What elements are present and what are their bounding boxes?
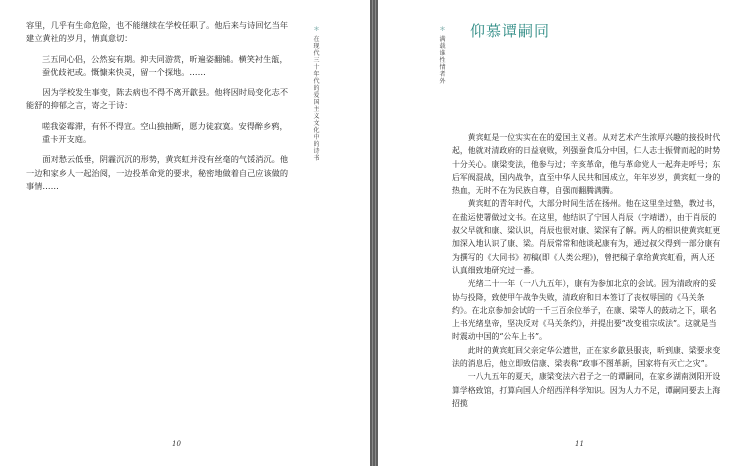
- right-paragraph-5: 一八九五年的夏天，康梁变法六君子之一的谭嗣同，在家乡湖南浏阳开设算学格致馆，打算向国人介绍西洋科学知识。因为人力不足，谭嗣同要去上海招揽: [452, 372, 721, 408]
- running-title-marker-icon: ＊: [312, 26, 319, 33]
- poem-quote-1: 三五同心侣，公然妄有期。抑夫同游赏，昕遍姿翻铺。横笑衬生瓿，蚕优歧祀或。慨慷来快灵，留一个探地。……: [42, 53, 288, 77]
- left-paragraph-1: 容里，几乎有生命危险，也不能继续在学校任职了。他后来与诗回忆当年建立黄社的岁月，情真意切：: [26, 20, 289, 44]
- left-paragraph-3: 面对愁云低垂，阴霾沉沉的形势，黄宾虹并没有丝毫的气馁消沉。他一边和家乡人一起治阅，一边投革命党的要求，秘密地做着自己应该做的事情……: [26, 154, 289, 191]
- right-paragraph-3: 光绪二十一年（一八九五年），康有为参加北京的会试。因为清政府的妥协与投降，致使甲午战争失败，清政府和日本签订了丧权辱国的《马关条约》。在北京参加会试的一千三百余位举子，在康、梁等人的鼓动之下，联名上书光绪皇帝，坚决反对《马关条约》，并提出要“改变祖宗成法”。这就是当时震动中国的“公车上书”。: [452, 279, 717, 342]
- book-gutter: [370, 0, 378, 466]
- left-paragraph-2: 因为学校发生事变，陈去病也不得不离开歙县。他将因时局变化志不能舒的抑郁之言，寄之于诗：: [26, 87, 289, 111]
- right-page-text: [452, 131, 722, 410]
- left-running-title: [310, 26, 320, 162]
- left-running-title-text: 在现代三十年代的爱国主义文化中的诗书: [312, 35, 319, 162]
- left-page-text: [26, 19, 294, 193]
- running-title-marker-icon: ＊: [438, 26, 445, 33]
- right-page-number: 11: [575, 440, 584, 448]
- left-page-number: 10: [172, 440, 181, 448]
- right-paragraph-4: 此时的黄宾虹回父亲定华公遗世，正在家乡歙县服丧，昕到康、梁要求变法的消息后，他立即致信康、梁表称“政事不图革新，国家将有灭亡之灾”。: [452, 345, 721, 369]
- right-paragraph-1: 黄宾虹是一位实实在在的爱国主义者。从对艺术产生浓厚兴趣的接投时代起，他就对清政府的日益衰败，列强蚕食瓜分中国，仁人志士振臂而起的时势十分关心。康梁变法，他参与过；辛亥革命，他与革命党人一起奔走呼号；东后军阀混战，国内战争，直至中华人民共和国成立，年年岁岁，黄宾虹一身的热血，无时不在为民族自尊，自强而翻腾满腾。: [452, 133, 721, 196]
- poem-quote-2: 嗟我姿霉滞，有怀不得宣。空山独抽断，愿力徒寂寞。安得醉乡鸦，重卡开支庭。: [42, 120, 288, 145]
- right-running-title-text: 满载谁性情者外: [438, 35, 445, 85]
- right-running-title: [436, 26, 446, 85]
- right-paragraph-2: 黄宾虹的青年时代，大部分时间生活在扬州。他在这里坐过塾，教过书，在盐运使署做过文书。在这里，他结识了宁国人肖辰（字靖谱），由于肖辰的叔父早就和康、梁认识，肖辰也很对康、梁深有了解。两人的相识使黄宾虹更加深入地认识了康、梁。肖辰常常和他谈起康有为，通过叔父得到一部分康有为撰写的《大同书》初稿(即《人类公理》)，曾把稿子拿给黄宾虹看，两人还认真细致地研究过一番。: [452, 199, 721, 275]
- chapter-title: 仰慕谭嗣同: [470, 22, 551, 40]
